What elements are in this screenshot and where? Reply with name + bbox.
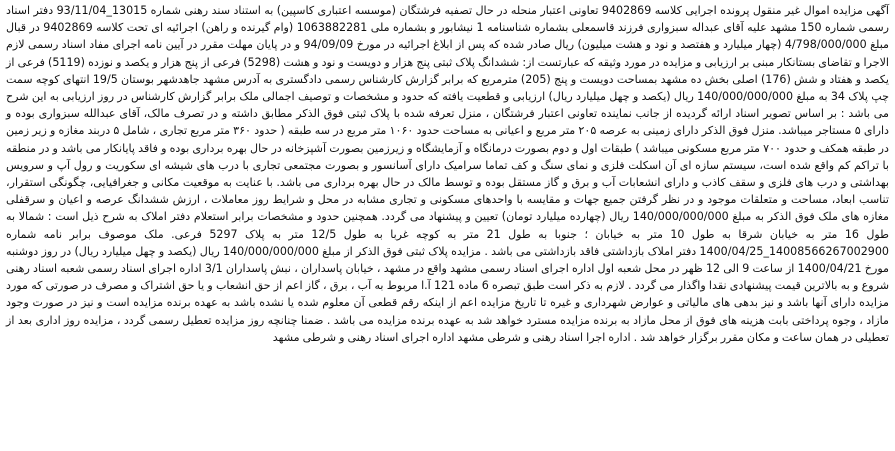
auction-notice-text: آگهی مزایده اموال غیر منقول پرونده اجرایی کلاسه 9402869 تعاونی اعتبار منحله در حال تصفیه فرشتگان (موسسه اعتباری کاسپین) به استناد سند رهنی شماره 13015_93/11/04 دفتر اسناد رسمی شماره 150 مشهد علیه آقای عبداله سبزواری فرزند قاسمعلی بشماره شناسنامه 1 نیشابور و بشماره ملی 1063882281 (وام گیرنده و راهن) اجرائیه ای تحت کلاسه 9402869 در قبال مبلغ 4/798/000/000 (چهار میلیارد و هفتصد و نود و هشت میلیون) ریال صادر شده که پس از ابلاغ اجرائیه در مورخ 94/09/09 و در پایان مهلت مقرر در آیین نامه اجرای مفاد اسناد رسمی لازم الاجرا و تقاضای بستانکار مبنی بر ارزیابی و مزایده در مورد وثیقه که عبارتست از: ششدانگ پلاک ثبتی پنج هزار و دویست و نود و هشت (5298) فرعی از پنج هزار و یکصد و نوزده (5119) فرعی از یکصد و هفتاد و شش (176) اصلی بخش ده مشهد بمساحت دویست و پنج (205) مترمربع که برابر گزارش کارشناس رسمی دادگستری به آدرس مشهد جاهدشهر بوستان 19/5 انتهای کوچه سمت چپ پلاک 34 به مبلغ 140/000/000/000 ریال (یکصد و چهل میلیارد ریال) ارزیابی و قطعیت یافته که حدود و مشخصات و توصیف اجمالی ملک برابر گزارش کارشناس در روز ارزیابی به این شرح می باشد : بر اساس تصویر اسناد ارائه گردیده از جانب نماینده تعاونی اعتبار فرشتگان ، منزل تعرفه شده با پلاک ثبتی فوق الذکر مطابق داشته و در تصرف مالک، آقای عبدالله سبزواری بوده و دارای ۵ مستاجر میباشد. منزل فوق الذکر دارای زمینی به عرصه ۲۰۵ متر مربع و اعیانی به مساحت حدود ۱۰۶۰ متر مربع در سه طبقه ( حدود ۳۶۰ متر مربع تجاری ، شامل ۵ دربند مغازه و زیر زمین در طبقه همکف و حدود ۷۰۰ متر مربع مسکونی میباشد ) طبقات اول و دوم بصورت درمانگاه و آزمایشگاه و زیرزمین بصورت آشپزخانه در حال بهره برداری بوده و فاقد پایانکار می باشد و در منطقه با تراکم کم واقع شده است، سیستم سازه ای آن اسکلت فلزی و نمای سنگ و کف تماما سرامیک دارای آسانسور و بصورت مجتمعی تجاری با درب های شیشه ای سکوریت و رول آپ و سرویس بهداشتی و درب های فلزی و سقف کاذب و دارای انشعابات آب و برق و گاز مستقل بوده و توسط مالک در حال بهره برداری می باشد. با عنایت به موقعیت مکانی و جغرافیایی، چگونگی استقرار، تناسب ابعاد، مساحت و متعلقات موجود و در نظر گرفتن جمیع جهات و مقایسه با واحدهای مسکونی و تجاری مشابه در محل و شرایط روز معاملات ، ارزش ششدانگ عرصه و اعیان و سرقفلی مغازه های ملک فوق الذکر به مبلغ 140/000/000/000 ریال (چهارده میلیارد تومان) تعیین و پیشنهاد می گردد. همچنین حدود و مشخصات برابر استعلام دفتر املاک به شرح ذیل است : شمالا به طول 16 متر به خیابان شرقا به طول 10 متر به خیابان ؛ جنوبا به طول 21 متر به کوچه غربا به طول 12/5 متر به پلاک 5297 فرعی. ملک موصوف برابر نامه شماره 14008566267002900_1400/04/25 دفتر املاک بازداشتی فاقد بازداشتی می باشد . مزایده پلاک ثبتی فوق الذکر از مبلغ 140/000/000/000 ریال (یکصد و چهل میلیارد ریال) در روز دوشنبه مورخ 1400/04/21 از ساعت 9 الی 12 ظهر در محل شعبه اول اداره اجرای اسناد رسمی مشهد واقع در مشهد ، خیابان پاسداران ، نبش پاسداران 3/1 اداره اجرای اسناد رسمی شعبه اسناد رهنی شروع و به بالاترین قیمت پیشنهادی نقدا واگذار می گردد . لازم به ذکر است طبق تبصره 6 ماده 121 آ.ا مربوط به آب ، برق ، گاز اعم از حق انشعاب و یا حق اشتراک و مصرف در صورتی که مورد مزایده دارای آنها باشد و نیز بدهی های مالیاتی و عوارض شهرداری و غیره تا تاریخ مزایده اعم از اینکه رقم قطعی آن معلوم شده یا نشده باشد به عهده برنده مزایده است و نیز در صورت وجود مازاد ، وجوه پرداختی بابت هزینه های فوق از محل مازاد به برنده مزایده مسترد خواهد شد به عهده برنده مزایده می باشد . ضمنا چنانچه روز مزایده تعطیل رسمی گردد ، مزایده روز اداری بعد از تعطیلی در همان ساعت و مکان مقرر برگزار خواهد شد . اداره اجرا اسناد رهنی و شرطی مشهد اداره اجرای اسناد رهنی و شرطی مشهد xyxy=(6,4,889,344)
